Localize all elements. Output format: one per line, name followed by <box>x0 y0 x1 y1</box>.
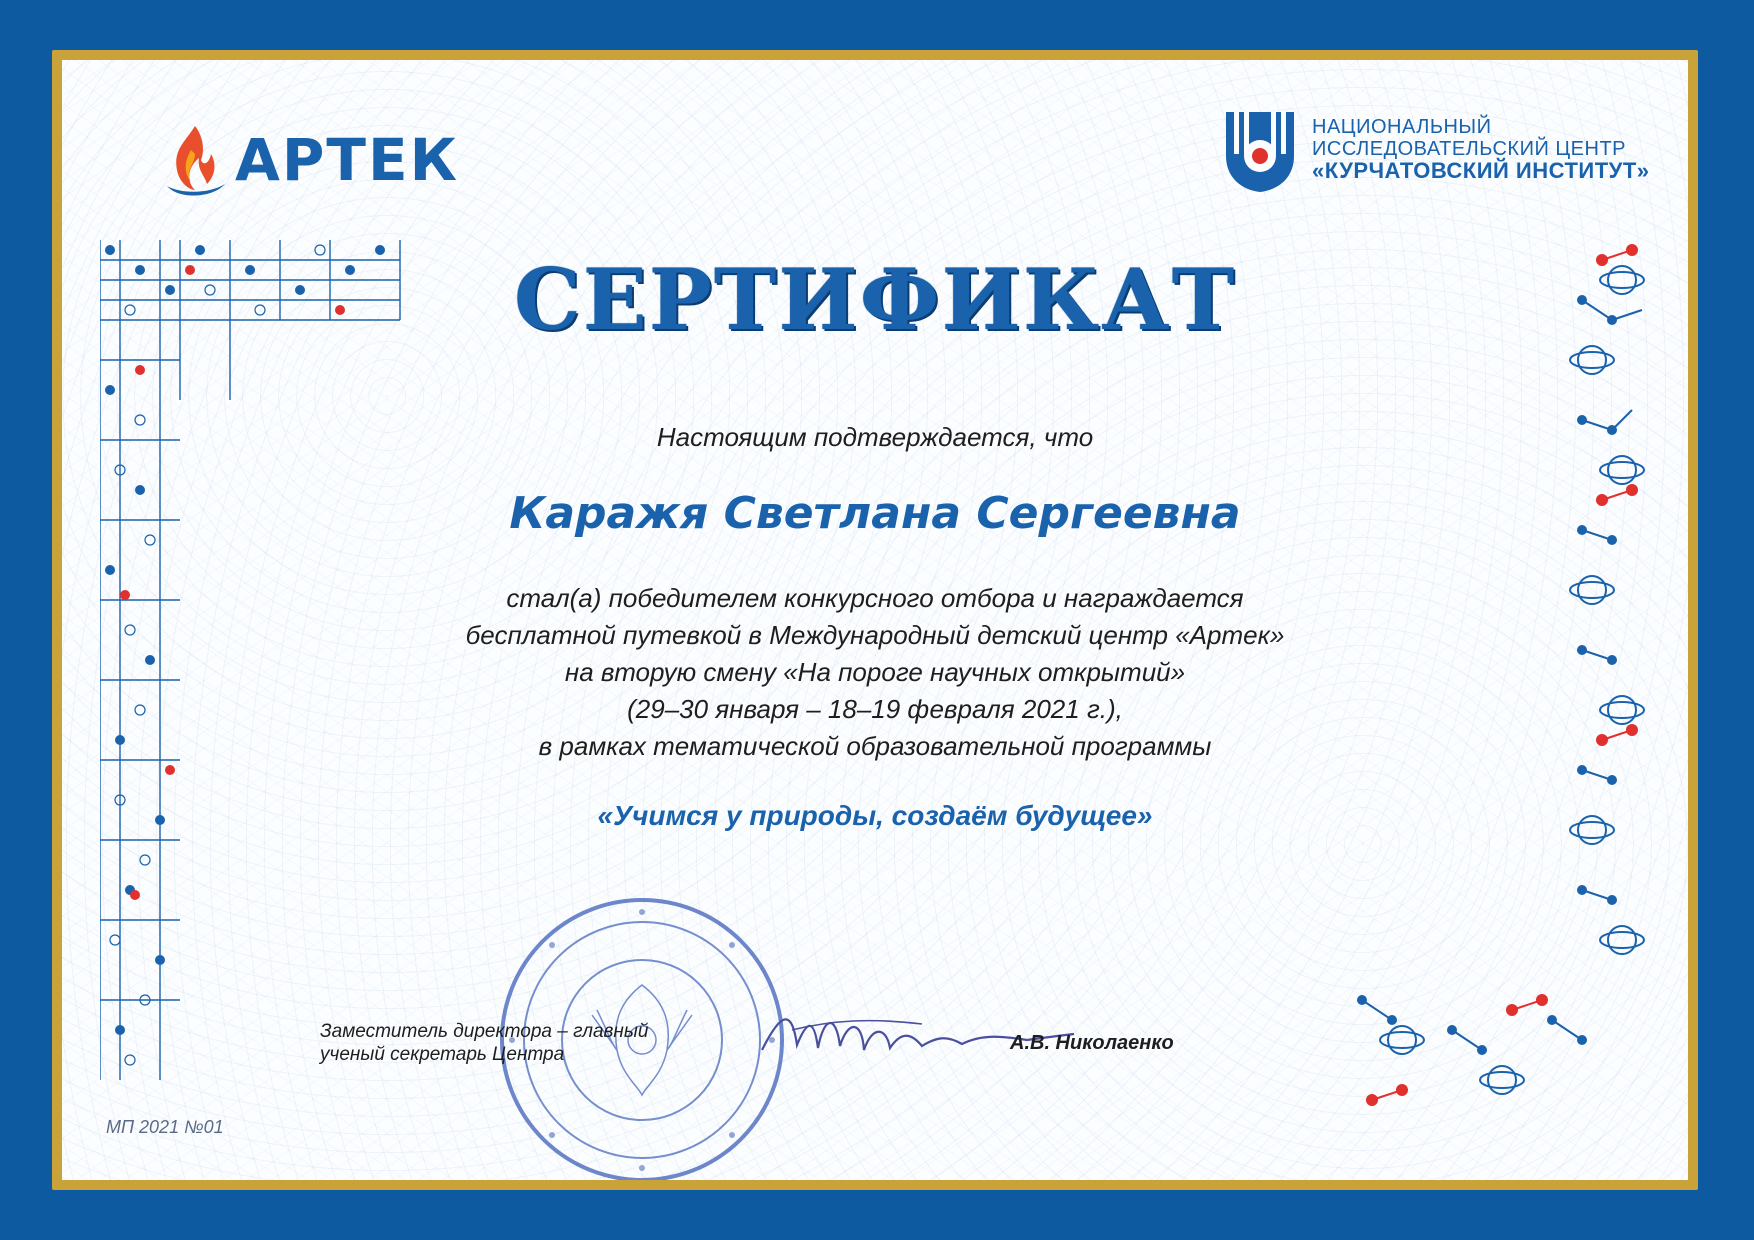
kurchatov-text <box>1312 116 1650 182</box>
intro-text: Настоящим подтверждается, что <box>656 422 1094 452</box>
certificate-paper <box>62 60 1688 1180</box>
body-line: на вторую смену «На пороге научных открытий» <box>564 657 1186 687</box>
body-line: (29–30 января – 18–19 февраля 2021 г.), <box>627 694 1123 724</box>
recipient-name: Каражя Светлана Сергеевна <box>509 488 1241 539</box>
artek-logo <box>155 120 459 210</box>
signatory-role-line-1: Заместитель директора – главный <box>320 1021 649 1042</box>
certificate-frame <box>52 50 1698 1190</box>
artek-wordmark: АРТЕК <box>235 126 459 194</box>
program-name: «Учимся у природы, создаём будущее» <box>597 800 1153 831</box>
kurchatov-line-3: «КУРЧАТОВСКИЙ ИНСТИТУТ» <box>1312 158 1650 183</box>
signatory-role <box>320 1020 648 1066</box>
certificate-body <box>62 580 1688 765</box>
flame-icon <box>155 120 235 200</box>
body-line: бесплатной путевкой в Международный детский центр «Артек» <box>465 620 1285 650</box>
signatory-role-line-2: ученый секретарь Центра <box>320 1044 565 1065</box>
signatory-name: А.В. Николаенко <box>1010 1032 1174 1054</box>
kurchatov-line-2: ИССЛЕДОВАТЕЛЬСКИЙ ЦЕНТР <box>1312 138 1627 160</box>
kurchatov-logo <box>1222 108 1682 208</box>
body-line: стал(а) победителем конкурсного отбора и награждается <box>506 583 1244 613</box>
document-number: МП 2021 №01 <box>106 1117 224 1137</box>
certificate-title: СЕРТИФИКАТ <box>513 250 1237 349</box>
kurchatov-line-1: НАЦИОНАЛЬНЫЙ <box>1312 116 1492 138</box>
body-line: в рамках тематической образовательной программы <box>538 731 1212 761</box>
kurchatov-emblem-icon <box>1222 108 1298 194</box>
